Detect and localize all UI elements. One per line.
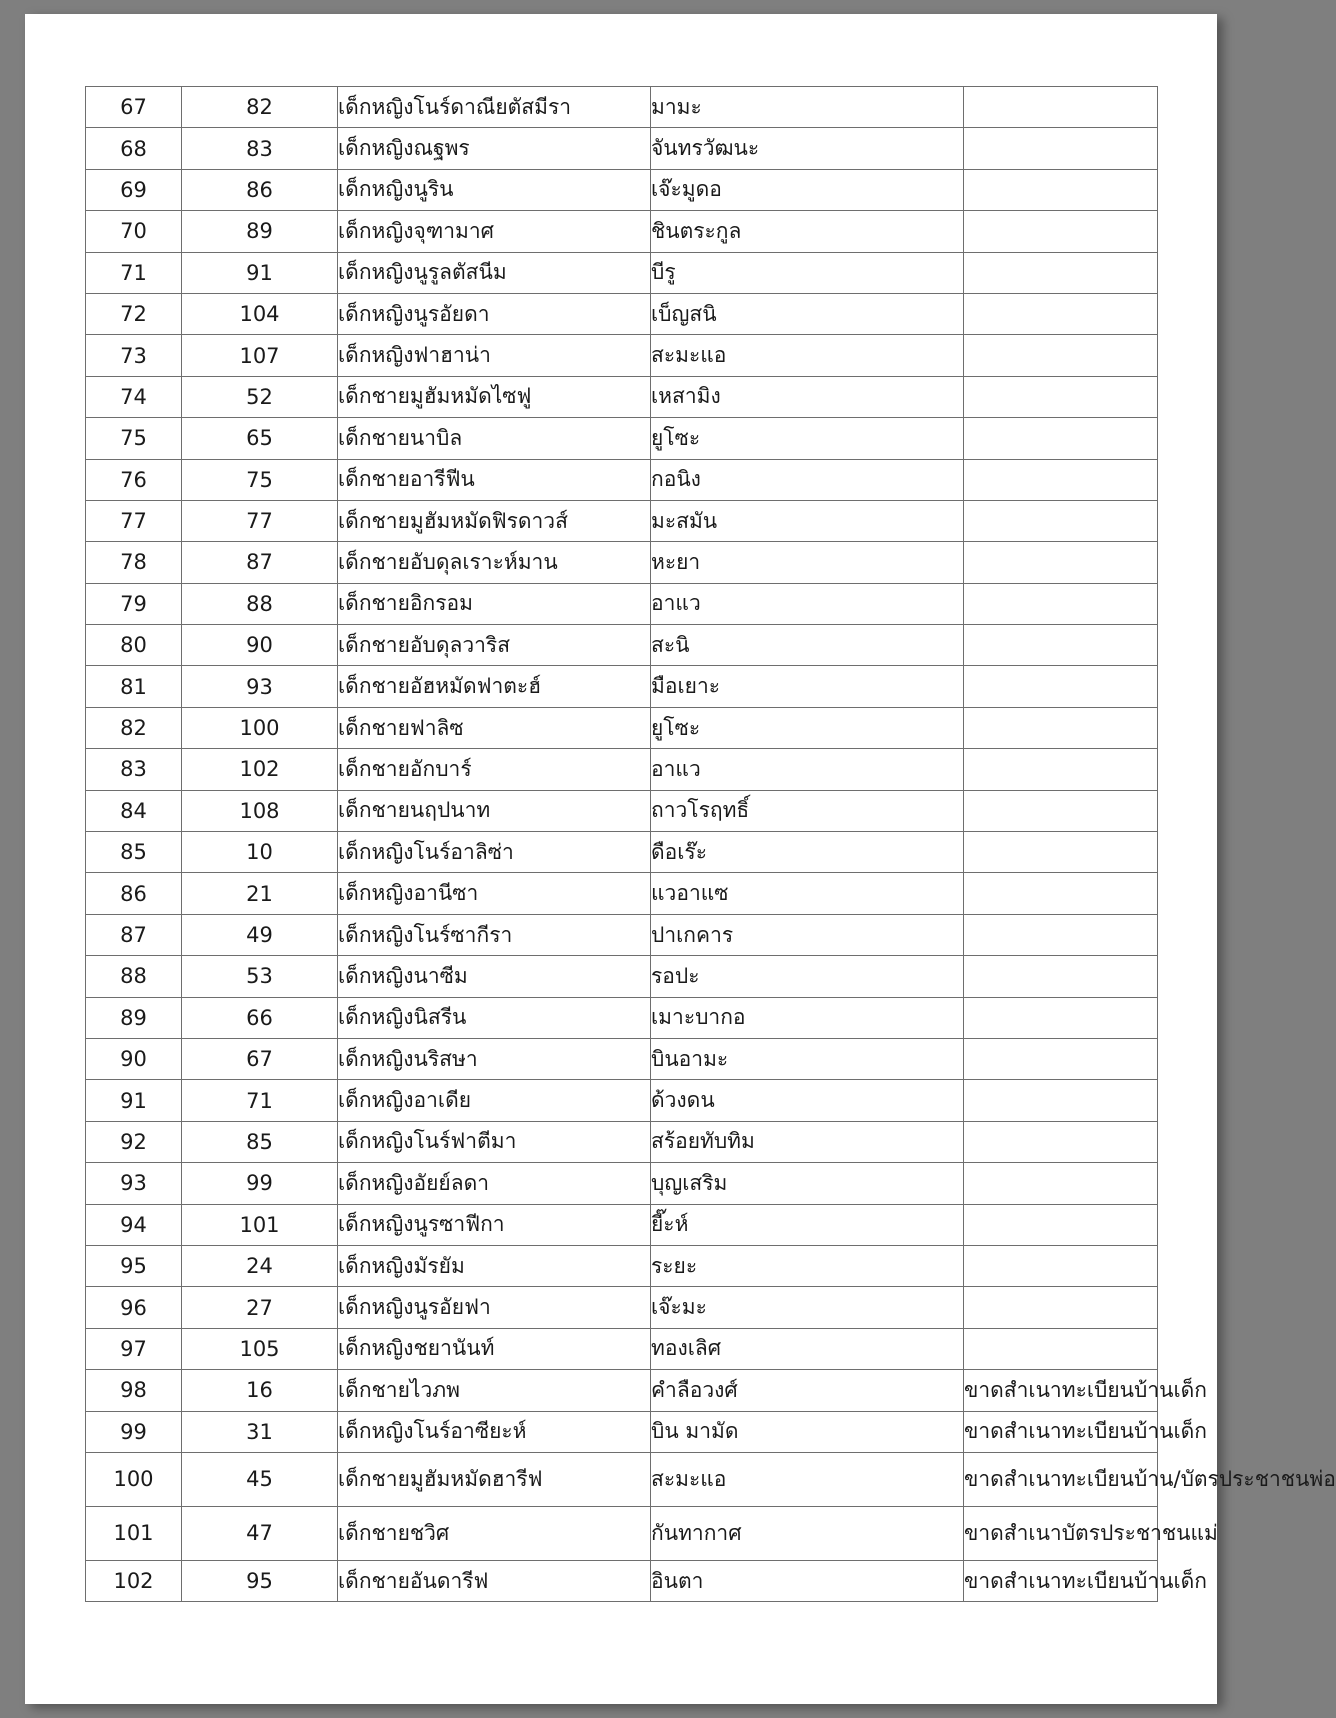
student-id: 75 [182, 459, 338, 500]
student-last-name: ชินตระกูล [651, 211, 964, 252]
student-id: 82 [182, 87, 338, 128]
student-id: 66 [182, 997, 338, 1038]
student-id: 16 [182, 1370, 338, 1411]
student-first-name: เด็กหญิงโนร์อาซียะห์ [338, 1411, 651, 1452]
student-last-name: สะนิ [651, 625, 964, 666]
remark [964, 376, 1158, 417]
student-list-table [85, 86, 1336, 1602]
student-last-name: อาแว [651, 583, 964, 624]
remark: ขาดสำเนาทะเบียนบ้านเด็ก [964, 1560, 1158, 1601]
student-first-name: เด็กหญิงนูรซาฟีกา [338, 1204, 651, 1245]
row-number: 83 [86, 749, 182, 790]
row-number: 76 [86, 459, 182, 500]
student-first-name: เด็กชายชวิศ [338, 1506, 651, 1560]
remark [964, 583, 1158, 624]
remark [964, 997, 1158, 1038]
student-id: 27 [182, 1287, 338, 1328]
student-first-name: เด็กชายนฤปนาท [338, 790, 651, 831]
remark [964, 169, 1158, 210]
remark [964, 293, 1158, 334]
row-number: 80 [86, 625, 182, 666]
student-last-name: ระยะ [651, 1245, 964, 1286]
student-first-name: เด็กชายอับดุลเราะห์มาน [338, 542, 651, 583]
student-first-name: เด็กหญิงโนร์ฟาตีมา [338, 1121, 651, 1162]
student-first-name: เด็กหญิงจุฑามาศ [338, 211, 651, 252]
row-number: 68 [86, 128, 182, 169]
row-number: 72 [86, 293, 182, 334]
document-page [25, 14, 1336, 1704]
remark: ขาดสำเนาทะเบียนบ้านเด็ก [964, 1370, 1158, 1411]
row-number: 71 [86, 252, 182, 293]
student-id: 47 [182, 1506, 338, 1560]
student-last-name: แวอาแซ [651, 873, 964, 914]
student-first-name: เด็กชายอักบาร์ [338, 749, 651, 790]
table-row [86, 1245, 1158, 1286]
table-row [86, 293, 1158, 334]
remark [964, 790, 1158, 831]
remark [964, 335, 1158, 376]
student-last-name: สร้อยทับทิม [651, 1121, 964, 1162]
student-first-name: เด็กหญิงชยานันท์ [338, 1328, 651, 1369]
student-id: 95 [182, 1560, 338, 1601]
table-row [86, 1370, 1158, 1411]
student-id: 31 [182, 1411, 338, 1452]
student-id: 99 [182, 1163, 338, 1204]
table-row [86, 1163, 1158, 1204]
row-number: 90 [86, 1038, 182, 1079]
row-number: 86 [86, 873, 182, 914]
remark [964, 1204, 1158, 1245]
table-row [86, 832, 1158, 873]
row-number: 97 [86, 1328, 182, 1369]
student-last-name: คำลือวงศ์ [651, 1370, 964, 1411]
remark [964, 1163, 1158, 1204]
student-last-name: เบ็ญสนิ [651, 293, 964, 334]
student-last-name: อินตา [651, 1560, 964, 1601]
student-first-name: เด็กชายฟาลิซ [338, 707, 651, 748]
row-number: 93 [86, 1163, 182, 1204]
row-number: 85 [86, 832, 182, 873]
table-row [86, 376, 1158, 417]
table-row [86, 128, 1158, 169]
table-row [86, 749, 1158, 790]
row-number: 78 [86, 542, 182, 583]
student-first-name: เด็กหญิงฟาฮาน่า [338, 335, 651, 376]
table-row [86, 87, 1158, 128]
remark [964, 1080, 1158, 1121]
student-last-name: กันทากาศ [651, 1506, 964, 1560]
table-row [86, 1560, 1158, 1601]
student-id: 49 [182, 914, 338, 955]
student-id: 101 [182, 1204, 338, 1245]
table-row [86, 252, 1158, 293]
remark [964, 666, 1158, 707]
student-first-name: เด็กหญิงณฐพร [338, 128, 651, 169]
student-id: 102 [182, 749, 338, 790]
student-last-name: เจ๊ะมะ [651, 1287, 964, 1328]
student-last-name: เมาะบากอ [651, 997, 964, 1038]
row-number: 101 [86, 1506, 182, 1560]
table-row [86, 1080, 1158, 1121]
student-first-name: เด็กหญิงนูริน [338, 169, 651, 210]
student-first-name: เด็กหญิงโนร์ซากีรา [338, 914, 651, 955]
student-last-name: รอปะ [651, 956, 964, 997]
student-first-name: เด็กชายไวภพ [338, 1370, 651, 1411]
student-id: 100 [182, 707, 338, 748]
table-row [86, 625, 1158, 666]
student-first-name: เด็กหญิงนริสษา [338, 1038, 651, 1079]
row-number: 84 [86, 790, 182, 831]
table-row [86, 211, 1158, 252]
student-last-name: บินอามะ [651, 1038, 964, 1079]
remark [964, 625, 1158, 666]
row-number: 79 [86, 583, 182, 624]
table-row [86, 997, 1158, 1038]
row-number: 75 [86, 418, 182, 459]
table-row [86, 1506, 1158, 1560]
student-first-name: เด็กชายอารีฟีน [338, 459, 651, 500]
row-number: 89 [86, 997, 182, 1038]
student-id: 104 [182, 293, 338, 334]
table-row [86, 1287, 1158, 1328]
row-number: 92 [86, 1121, 182, 1162]
student-last-name: หะยา [651, 542, 964, 583]
student-id: 83 [182, 128, 338, 169]
table-row [86, 956, 1158, 997]
row-number: 99 [86, 1411, 182, 1452]
remark [964, 914, 1158, 955]
student-first-name: เด็กชายมูฮัมหมัดฟิรดาวส์ [338, 500, 651, 541]
table-row [86, 459, 1158, 500]
row-number: 67 [86, 87, 182, 128]
student-id: 90 [182, 625, 338, 666]
remark [964, 418, 1158, 459]
student-last-name: ยูโซะ [651, 707, 964, 748]
student-first-name: เด็กชายนาบิล [338, 418, 651, 459]
remark [964, 211, 1158, 252]
student-id: 91 [182, 252, 338, 293]
row-number: 96 [86, 1287, 182, 1328]
remark [964, 1328, 1158, 1369]
student-first-name: เด็กหญิงมัรยัม [338, 1245, 651, 1286]
row-number: 94 [86, 1204, 182, 1245]
remark [964, 749, 1158, 790]
remark [964, 128, 1158, 169]
student-last-name: ดือเร๊ะ [651, 832, 964, 873]
student-last-name: กอนิง [651, 459, 964, 500]
student-id: 85 [182, 1121, 338, 1162]
row-number: 102 [86, 1560, 182, 1601]
student-id: 67 [182, 1038, 338, 1079]
remark [964, 1287, 1158, 1328]
student-id: 21 [182, 873, 338, 914]
student-first-name: เด็กหญิงนูรอัยดา [338, 293, 651, 334]
student-id: 93 [182, 666, 338, 707]
remark: ขาดสำเนาทะเบียนบ้าน/บัตรประชาชนพ่อ [964, 1452, 1158, 1506]
student-last-name: มะสมัน [651, 500, 964, 541]
student-first-name: เด็กชายอิกรอม [338, 583, 651, 624]
remark: ขาดสำเนาทะเบียนบ้านเด็ก [964, 1411, 1158, 1452]
student-last-name: บุญเสริม [651, 1163, 964, 1204]
remark [964, 1038, 1158, 1079]
student-last-name: มือเยาะ [651, 666, 964, 707]
remark: ขาดสำเนาบัตรประชาชนแม่ [964, 1506, 1158, 1560]
student-last-name: สะมะแอ [651, 1452, 964, 1506]
table-row [86, 914, 1158, 955]
student-id: 53 [182, 956, 338, 997]
student-first-name: เด็กหญิงโนร์อาลิซ่า [338, 832, 651, 873]
student-first-name: เด็กชายมูฮัมหมัดฮารีฟ [338, 1452, 651, 1506]
student-id: 107 [182, 335, 338, 376]
student-first-name: เด็กหญิงอาเดีย [338, 1080, 651, 1121]
table-row [86, 1452, 1158, 1506]
student-id: 108 [182, 790, 338, 831]
table-row [86, 542, 1158, 583]
student-first-name: เด็กชายอับดุลวาริส [338, 625, 651, 666]
table-row [86, 666, 1158, 707]
table-row [86, 873, 1158, 914]
remark [964, 1121, 1158, 1162]
student-last-name: บีรู [651, 252, 964, 293]
table-row [86, 790, 1158, 831]
student-id: 24 [182, 1245, 338, 1286]
student-id: 45 [182, 1452, 338, 1506]
student-last-name: ถาวโรฤทธิ์ [651, 790, 964, 831]
student-id: 88 [182, 583, 338, 624]
remark [964, 1245, 1158, 1286]
table-row [86, 1411, 1158, 1452]
student-first-name: เด็กชายอัฮหมัดฟาตะฮ์ [338, 666, 651, 707]
student-first-name: เด็กหญิงอัยย์ลดา [338, 1163, 651, 1204]
table-row [86, 1328, 1158, 1369]
student-first-name: เด็กหญิงนิสรีน [338, 997, 651, 1038]
student-first-name: เด็กหญิงนูรอัยฟา [338, 1287, 651, 1328]
student-last-name: เหสามิง [651, 376, 964, 417]
row-number: 100 [86, 1452, 182, 1506]
remark [964, 459, 1158, 500]
remark [964, 87, 1158, 128]
table-row [86, 1204, 1158, 1245]
student-id: 89 [182, 211, 338, 252]
remark [964, 873, 1158, 914]
table-row [86, 1121, 1158, 1162]
student-last-name: จันทรวัฒนะ [651, 128, 964, 169]
row-number: 88 [86, 956, 182, 997]
remark [964, 542, 1158, 583]
row-number: 91 [86, 1080, 182, 1121]
student-last-name: ยูโซะ [651, 418, 964, 459]
table-row [86, 707, 1158, 748]
student-last-name: ด้วงดน [651, 1080, 964, 1121]
row-number: 98 [86, 1370, 182, 1411]
row-number: 95 [86, 1245, 182, 1286]
student-first-name: เด็กหญิงโนร์ดาณียตัสมีรา [338, 87, 651, 128]
student-last-name: ยี๊ะห์ [651, 1204, 964, 1245]
student-first-name: เด็กชายมูฮัมหมัดไซฟู [338, 376, 651, 417]
remark [964, 956, 1158, 997]
table-row [86, 335, 1158, 376]
remark [964, 252, 1158, 293]
student-id: 77 [182, 500, 338, 541]
table-row [86, 1038, 1158, 1079]
student-first-name: เด็กชายอันดารีฟ [338, 1560, 651, 1601]
student-id: 65 [182, 418, 338, 459]
remark [964, 707, 1158, 748]
row-number: 69 [86, 169, 182, 210]
student-id: 52 [182, 376, 338, 417]
student-list-body [86, 87, 1336, 1602]
row-number: 74 [86, 376, 182, 417]
student-last-name: ทองเลิศ [651, 1328, 964, 1369]
row-number: 87 [86, 914, 182, 955]
table-row [86, 583, 1158, 624]
row-number: 77 [86, 500, 182, 541]
student-last-name: ปาเกคาร [651, 914, 964, 955]
student-first-name: เด็กหญิงนาซีม [338, 956, 651, 997]
student-first-name: เด็กหญิงนูรูลตัสนีม [338, 252, 651, 293]
remark [964, 832, 1158, 873]
student-last-name: เจ๊ะมูดอ [651, 169, 964, 210]
remark [964, 500, 1158, 541]
student-id: 10 [182, 832, 338, 873]
student-id: 71 [182, 1080, 338, 1121]
student-last-name: มามะ [651, 87, 964, 128]
table-row [86, 418, 1158, 459]
student-id: 105 [182, 1328, 338, 1369]
row-number: 73 [86, 335, 182, 376]
student-id: 86 [182, 169, 338, 210]
table-row [86, 169, 1158, 210]
student-last-name: บิน มามัด [651, 1411, 964, 1452]
table-row [86, 500, 1158, 541]
row-number: 70 [86, 211, 182, 252]
row-number: 82 [86, 707, 182, 748]
student-last-name: สะมะแอ [651, 335, 964, 376]
student-last-name: อาแว [651, 749, 964, 790]
student-id: 87 [182, 542, 338, 583]
row-number: 81 [86, 666, 182, 707]
student-first-name: เด็กหญิงอานีซา [338, 873, 651, 914]
